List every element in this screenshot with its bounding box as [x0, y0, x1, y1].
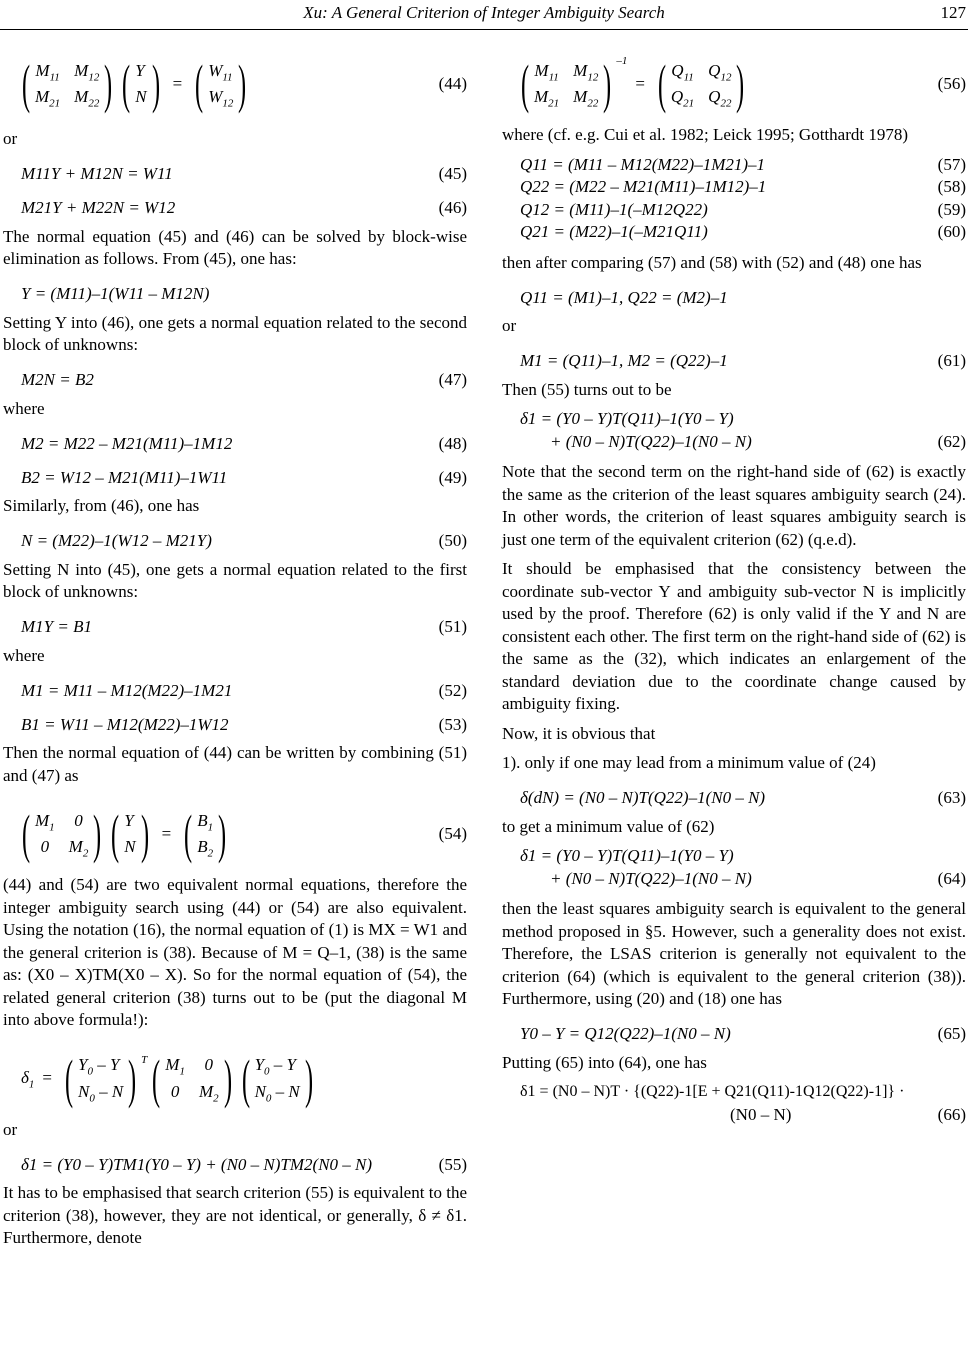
paragraph: It has to be emphasised that search criterion (55) is equivalent to the criterion (38), however, they are not identical, or generally, δ ≠ δ1. Furthermore, denote: [3, 1183, 467, 1247]
equation-47: M2N = B2 (47): [21, 370, 467, 390]
text: or: [3, 129, 18, 148]
paragraph: Similarly, from (46), one has: [3, 496, 200, 515]
equation-62: δ1 = (Y0 – Y)T(Q11)–1(Y0 – Y) + (N0 – N)T(Q22)–1(N0 – N) (62): [520, 409, 966, 451]
equation-50: N = (M22)–1(W12 – M21Y) (50): [21, 531, 467, 551]
equation-63: δ(dN) = (N0 – N)T(Q22)–1(N0 – N) (63): [520, 788, 966, 808]
paragraph: Note that the second term on the right-hand side of (62) is exactly the same as the criterion of the least squares ambiguity search (24). In other words, the criterion of least squares ambiguity search is just one term of the equivalent criterion (62) (q.e.d).: [502, 462, 966, 549]
paragraph: Now, it is obvious that: [502, 723, 656, 743]
paragraph: then after comparing (57) and (58) with (52) and (48) one has: [502, 252, 922, 272]
paragraph: Then (55) turns out to be: [502, 379, 672, 399]
equation-delta1-matrix: $\delta_1$ = ( $Y_0$ – Y $N_0$ – N ) T ( $M_1$ 0 0 $M_2$ ) ( $Y_0$ – Y $N_0$ – N ): [21, 1048, 313, 1109]
page-number: 127: [940, 3, 966, 22]
header-title: Xu: A General Criterion of Integer Ambiguity Search: [303, 3, 665, 22]
equation-46: M21Y + M22N = W12 (46): [21, 198, 467, 218]
paragraph: to get a minimum value of (62): [502, 816, 715, 836]
equation-57: Q11 = (M11 – M12(M22)–1M21)–1 (57): [520, 154, 966, 174]
paragraph: Putting (65) into (64), one has: [502, 1052, 707, 1072]
paragraph: 1). only if one may lead from a minimum value of (24): [502, 753, 876, 772]
running-header: [0, 0, 968, 30]
equation-65: Y0 – Y = Q12(Q22)–1(N0 – N) (65): [520, 1024, 966, 1044]
equation-q: Q11 = (M1)–1, Q22 = (M2)–1: [520, 287, 728, 307]
equation-53: B1 = W11 – M12(M22)–1W12 (53): [21, 714, 467, 734]
equation-59: Q12 = (M11)–1(–M12Q22) (59): [520, 199, 966, 219]
equation-61: M1 = (Q11)–1, M2 = (Q22)–1 (61): [520, 351, 966, 371]
paragraph: then the least squares ambiguity search is equivalent to the general method proposed in §5. However, such a generality does not exist. Therefore, the LSAS criterion is generally not equivalent to the criterion (64) (which is equivalent to the general criterion (38)). Furthermore, using (20) and (18) one has: [502, 899, 966, 1008]
equation-60: Q21 = (M22)–1(–M21Q11) (60): [520, 222, 966, 241]
paragraph: Then the normal equation of (44) can be written by combining (51) and (47) as: [3, 743, 467, 785]
paragraph: where (cf. e.g. Cui et al. 1982; Leick 1995; Gotthardt 1978): [502, 125, 908, 144]
paragraph: The normal equation (45) and (46) can be solved by block-wise elimination as follows. From (45), one has:: [3, 226, 467, 268]
paragraph: Setting Y into (46), one gets a normal equation related to the second block of unknowns:: [3, 312, 467, 354]
paragraph: It should be emphasised that the consistency between the coordinate sub-vector Y and ambiguity sub-vector N is implicitly used by the proof. Therefore (62) is only valid if the Y and N are consistent each other. The first term on the right-hand side of (62) is the same as the (32), which indicates an enlargement of the standard deviation due to the coordinate change caused by ambiguity fixing.: [502, 559, 966, 713]
equation-56: ( $M_{11}$ $M_{12}$ $M_{21}$ $M_{22}$ ) –1 = ( $Q_{11}$ $Q_{12}$ $Q_{21}$ $Q_{22}$ ) (56): [520, 54, 966, 114]
equation-55: δ1 = (Y0 – Y)TM1(Y0 – Y) + (N0 – N)TM2(N0 – N) (55): [21, 1154, 467, 1174]
equation-54: ( $M_1$ 0 0 $M_2$ ) ( Y N ) = ( $B_1$ $B_2$ ) (54): [21, 804, 467, 864]
equation-51: M1Y = B1 (51): [21, 617, 467, 637]
equation-64: δ1 = (Y0 – Y)T(Q11)–1(Y0 – Y) + (N0 – N)T(Q22)–1(N0 – N) (64): [520, 846, 966, 888]
equation-45: M11Y + M12N = W11 (45): [21, 164, 467, 184]
eq-number: (54): [438, 823, 467, 843]
eq-number: (56): [937, 73, 966, 93]
equation-66: δ1 = (N0 – N)T · {(Q22)-1[E + Q21(Q11)-1Q12(Q22)-1]} · (N0 – N) (66): [520, 1083, 966, 1124]
text: or: [3, 1119, 18, 1139]
text: or: [502, 316, 517, 335]
left-column: [3, 44, 467, 1257]
equation-52: M1 = M11 – M12(M22)–1M21 (52): [21, 680, 467, 700]
right-column: [502, 44, 966, 1126]
equation-49: B2 = W12 – M21(M11)–1W11 (49): [21, 467, 467, 487]
equation-y: Y = (M11)–1(W11 – M12N): [21, 284, 210, 304]
paragraph: (44) and (54) are two equivalent normal equations, therefore the integer ambiguity search using (44) or (54) are also equivalent. Using the notation (16), the normal equation of (1) is MX = W1 and the general criterion is (38). Because of M = Q–1, (38) is the same as: (X0 – X)TM(X0 – X). So for the normal equation of (54), the related general criterion (38) turns out to be (put the diagonal M into above formula!):: [3, 875, 467, 1029]
paragraph: Setting N into (45), one gets a normal equation related to the first block of unknowns:: [3, 559, 467, 601]
eq-number: (44): [438, 73, 467, 93]
equation-58: Q22 = (M22 – M21(M11)–1M12)–1 (58): [520, 177, 966, 196]
text: where: [3, 398, 45, 418]
equation-48: M2 = M22 – M21(M11)–1M12 (48): [21, 433, 467, 453]
text: where: [3, 645, 45, 665]
equation-44: ( $M_{11}$ $M_{12}$ $M_{21}$ $M_{22}$ ) ( Y N ) = ( $W_{11}$ $W_{12}$ ) (44): [21, 54, 467, 114]
